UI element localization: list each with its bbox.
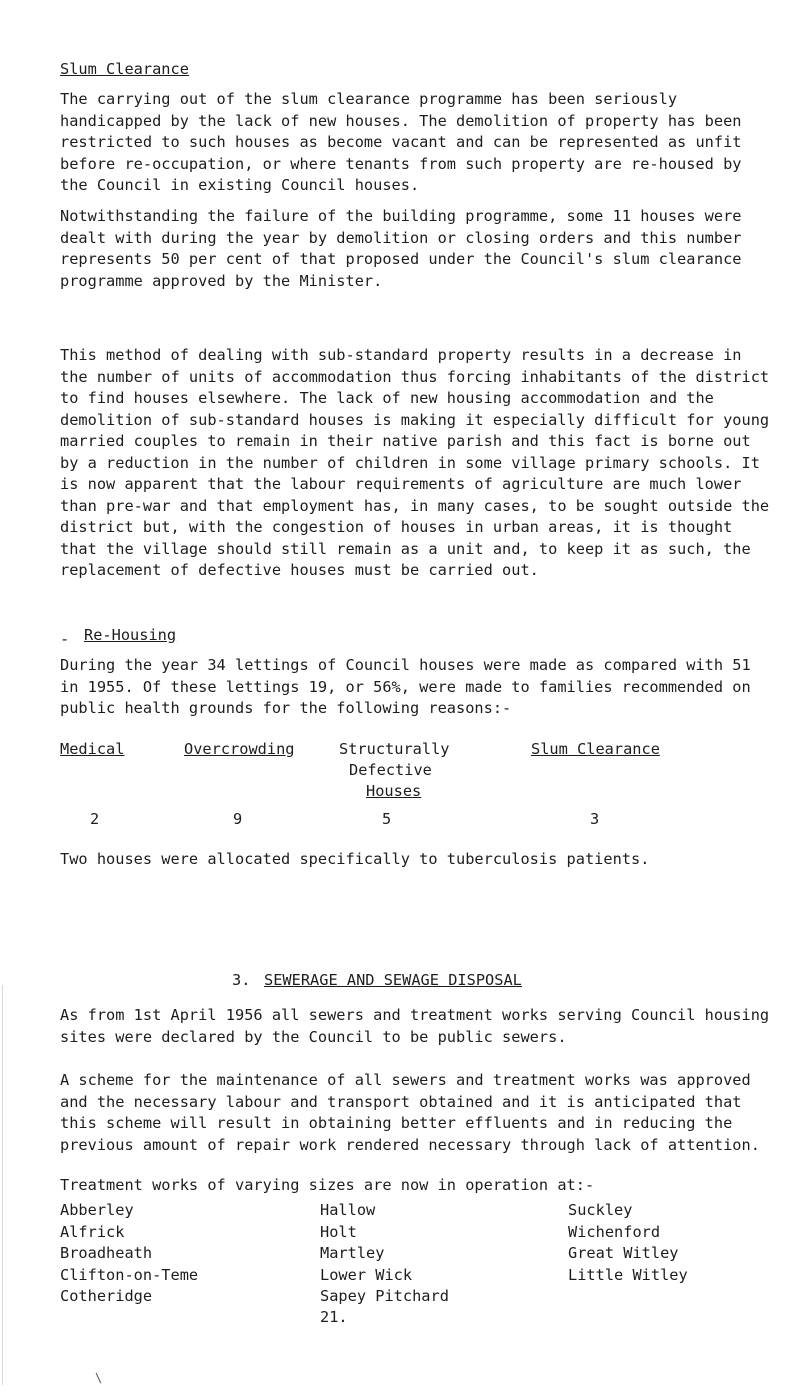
table-header-overcrowding: Overcrowding bbox=[184, 740, 295, 758]
slum-paragraph-1: The carrying out of the slum clearance programme has been seriously handicapped by the lack of new houses. The demolition of property has been restricted to such houses as become vacant and can be represented as unfit before re-occupation, or where tenants from such property are re-housed by the Council in existing Council houses. bbox=[60, 90, 742, 194]
list-item: Suckley bbox=[568, 1201, 633, 1219]
rehousing-bullet: - bbox=[60, 630, 70, 648]
rehousing-paragraph-2: Two houses were allocated specifically to tuberculosis patients. bbox=[60, 850, 650, 868]
table-value-slum-clearance: 3 bbox=[590, 810, 600, 828]
slum-clearance-heading: Slum Clearance bbox=[60, 60, 189, 78]
list-item: Cotheridge bbox=[60, 1287, 153, 1305]
list-item: Holt bbox=[320, 1222, 357, 1241]
list-item: Sapey Pitchard bbox=[320, 1287, 449, 1305]
footer-mark: \ bbox=[95, 1371, 103, 1385]
list-item: Wichenford bbox=[568, 1222, 661, 1241]
list-item: Alfrick bbox=[60, 1222, 125, 1241]
rehousing-paragraph-1: During the year 34 lettings of Council houses were made as compared with 51 in 1955. Of these lettings 19, or 56%, were made to families recommended on public health grounds for the following reasons:- bbox=[60, 656, 751, 717]
table-header-medical: Medical bbox=[60, 740, 125, 758]
works-list-column-3 bbox=[568, 1200, 688, 1286]
sewerage-heading: SEWERAGE AND SEWAGE DISPOSAL bbox=[264, 971, 522, 989]
list-item: Little Witley bbox=[568, 1265, 688, 1284]
list-item: Lower Wick bbox=[320, 1265, 413, 1284]
slum-paragraph-3: This method of dealing with sub-standard property results in a decrease in the number of units of accommodation thus forcing inhabitants of the district to find houses elsewhere. The lack of new housing accommodation and the demolition of sub-standard houses is making it especially difficult for young married couples to remain in their native parish and this fact is borne out by a reduction in the number of children in some village primary schools. It is now apparent that the labour requirements of agriculture are much lower than pre-war and that employment has, in many cases, to be sought outside the district but, with the congestion of houses in urban areas, it is thought that the village should still remain as a unit and, to keep it as such, the replacement of defective houses must be carried out. bbox=[60, 346, 770, 579]
sewerage-section-number: 3. bbox=[232, 971, 251, 989]
works-list-column-1 bbox=[60, 1200, 198, 1308]
table-header-structurally: Structurally bbox=[339, 740, 450, 758]
table-value-structurally: 5 bbox=[382, 810, 392, 828]
rehousing-heading: Re-Housing bbox=[84, 626, 177, 644]
table-header-defective: Defective bbox=[349, 761, 432, 779]
page-number: 21. bbox=[320, 1308, 348, 1326]
slum-paragraph-2: Notwithstanding the failure of the building programme, some 11 houses were dealt with during the year by demolition or closing orders and this number represents 50 per cent of that proposed under the Council's slum clearance programme approved by the Minister. bbox=[60, 207, 742, 290]
list-item: Broadheath bbox=[60, 1244, 153, 1262]
sewerage-paragraph-3: Treatment works of varying sizes are now in operation at:- bbox=[60, 1176, 595, 1194]
table-header-slum-clearance: Slum Clearance bbox=[531, 740, 660, 758]
table-value-medical: 2 bbox=[90, 810, 100, 828]
sewerage-paragraph-1: As from 1st April 1956 all sewers and treatment works serving Council housing sites were declared by the Council to be public sewers. bbox=[60, 1006, 770, 1046]
sewerage-paragraph-2: A scheme for the maintenance of all sewers and treatment works was approved and the necessary labour and transport obtained and it is anticipated that this scheme will result in obtaining better effluents and in reducing the previous amount of repair work rendered necessary through lack of attention. bbox=[60, 1071, 760, 1154]
list-item: Martley bbox=[320, 1244, 385, 1262]
table-header-houses: Houses bbox=[366, 782, 422, 800]
scan-margin-line bbox=[2, 985, 3, 1385]
works-list-column-2 bbox=[320, 1200, 449, 1308]
list-item: Hallow bbox=[320, 1201, 376, 1219]
list-item: Great Witley bbox=[568, 1244, 679, 1262]
table-value-overcrowding: 9 bbox=[233, 810, 243, 828]
list-item: Clifton-on-Teme bbox=[60, 1265, 199, 1284]
list-item: Abberley bbox=[60, 1201, 134, 1219]
